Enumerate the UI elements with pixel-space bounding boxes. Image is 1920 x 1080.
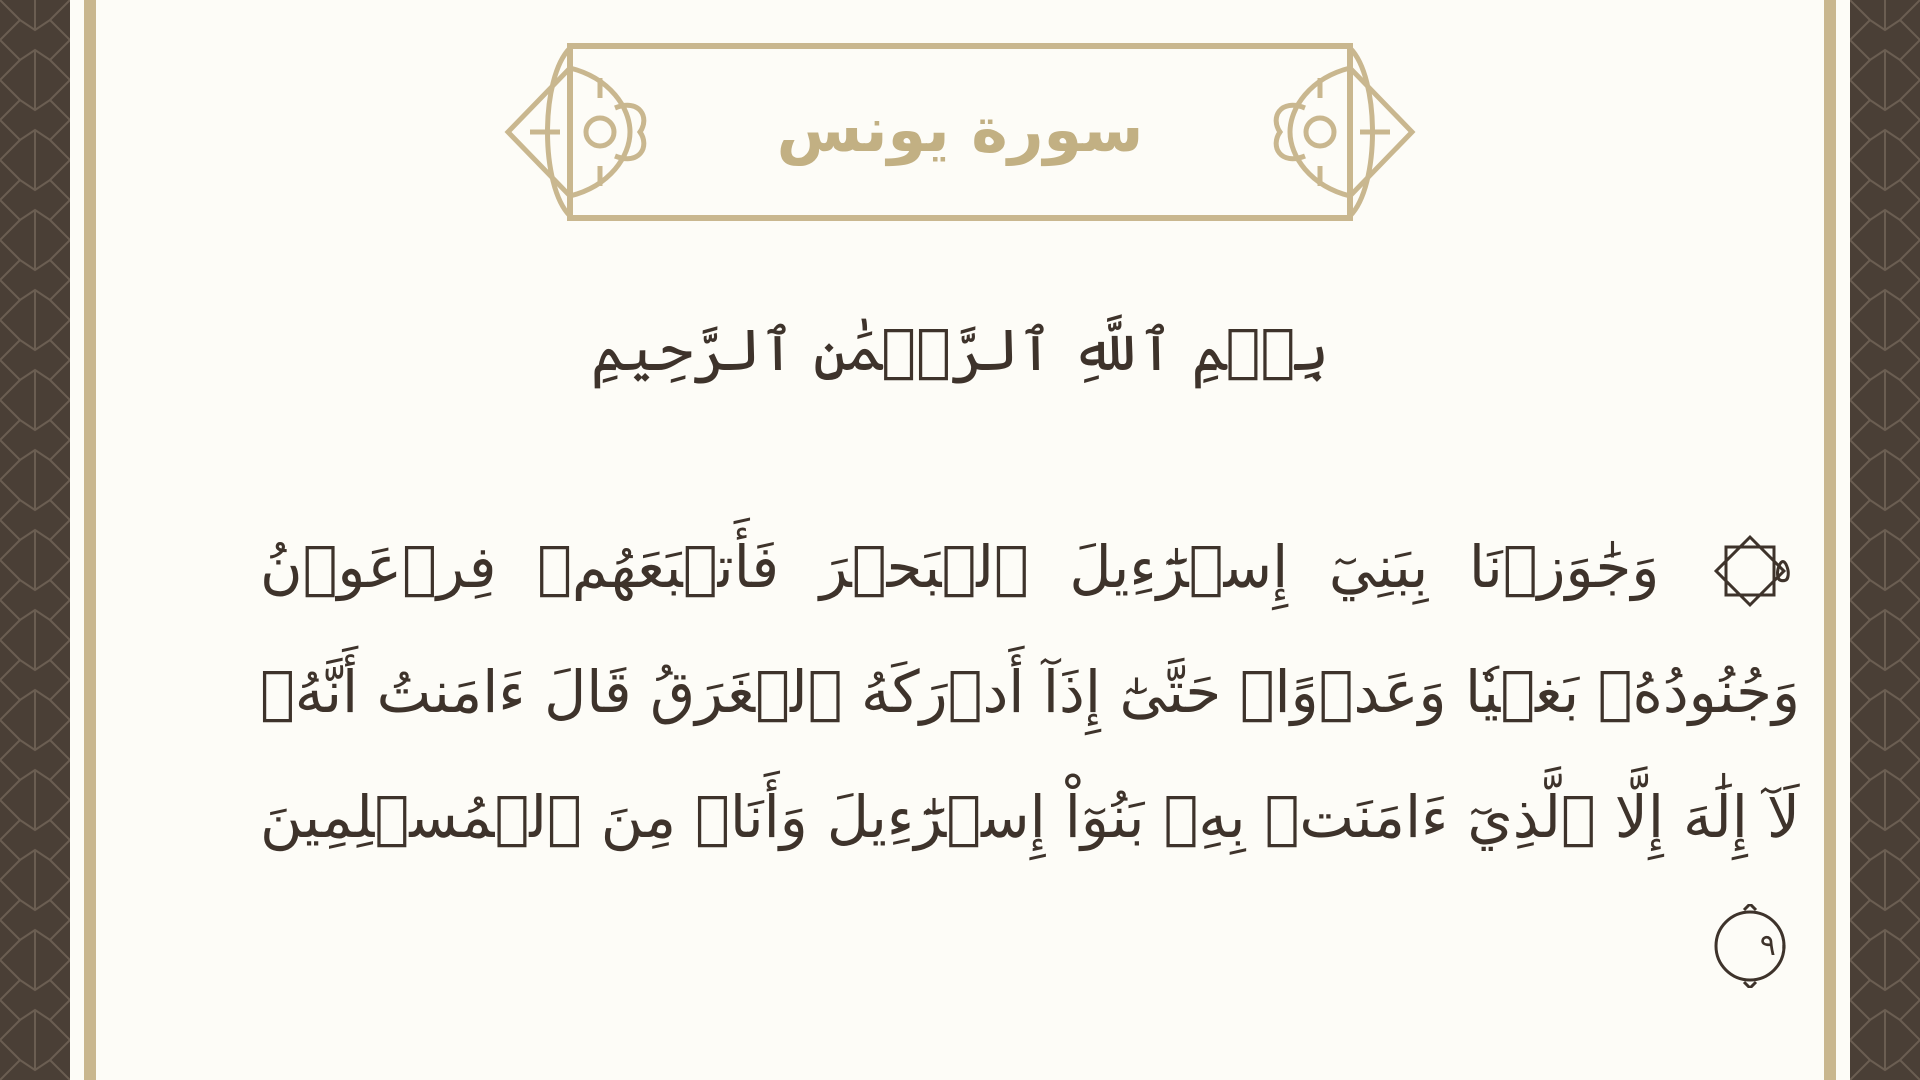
verse-text-block <box>260 505 1800 1005</box>
verse-text: وَجَٰوَزۡنَا بِبَنِيٓ إِسۡرَٰٓءِيلَ ٱلۡبَحۡرَ فَأَتۡبَعَهُمۡ فِرۡعَوۡنُ وَجُنُودُهُۥ بَغۡيٗا وَعَدۡوًاۖ حَتَّىٰٓ إِذَآ أَدۡرَكَهُ ٱلۡغَرَقُ قَالَ ءَامَنتُ أَنَّهُۥ لَآ إِلَٰهَ إِلَّا ٱلَّذِيٓ ءَامَنَتۡ بِهِۦ بَنُوٓاْ إِسۡرَٰٓءِيلَ وَأَنَا۠ مِنَ ٱلۡمُسۡلِمِينَ <box>260 533 1800 851</box>
left-gold-rule <box>84 0 96 1080</box>
geometric-pattern-left <box>0 0 70 1080</box>
surah-title: سورة يونس <box>776 93 1144 166</box>
right-pattern-panel <box>1850 0 1920 1080</box>
surah-title-frame <box>500 38 1420 228</box>
right-gold-rule <box>1824 0 1836 1080</box>
verse-number: ٩٠ <box>1759 927 1792 963</box>
left-pattern-panel <box>0 0 70 1080</box>
geometric-pattern-right <box>1850 0 1920 1080</box>
verse-start-marker-text: ٥ <box>1773 550 1792 591</box>
verse-start-marker <box>1708 529 1792 613</box>
basmala: بِسۡمِ ٱللَّهِ ٱلرَّحۡمَٰنِ ٱلرَّحِيمِ <box>590 316 1330 384</box>
verse-end-marker <box>1708 904 1792 988</box>
